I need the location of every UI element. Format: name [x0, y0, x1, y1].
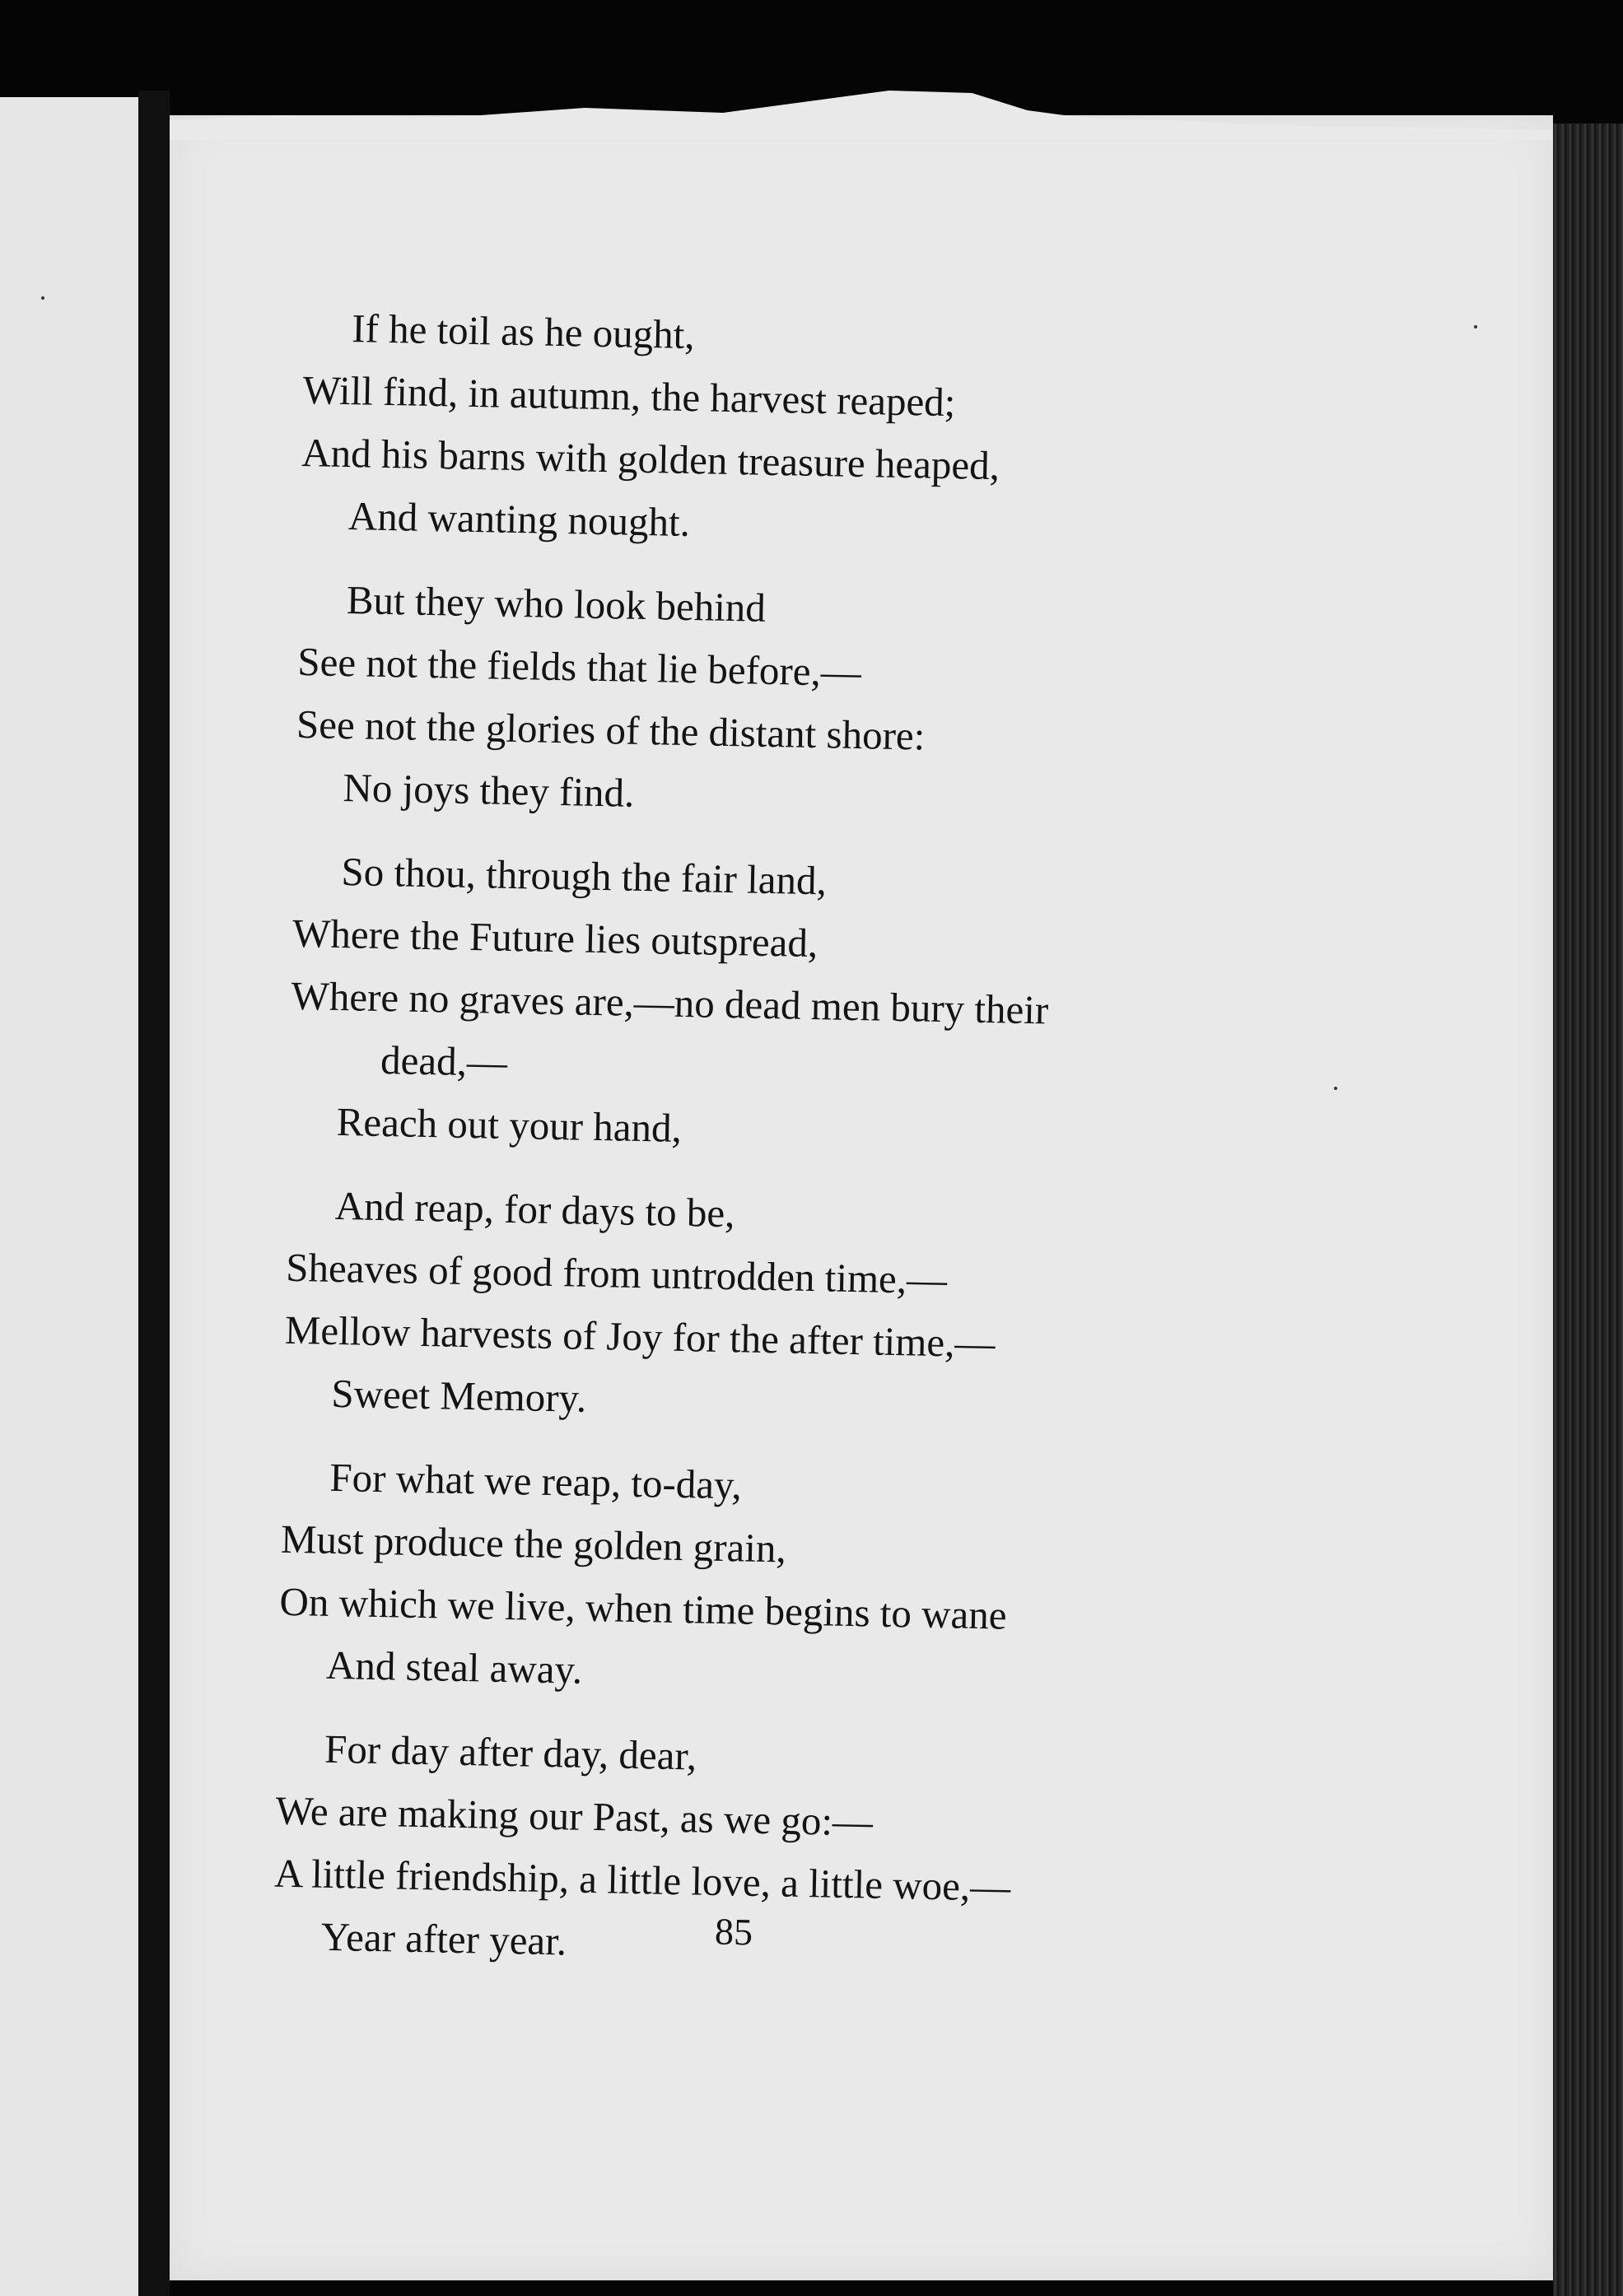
- poem-line: dead,—: [380, 1036, 508, 1085]
- stanza: [277, 1446, 1229, 1714]
- poem-line: Will find, in autumn, the harvest reaped;: [302, 366, 956, 426]
- paper-speck: [41, 296, 44, 300]
- poem-line: And reap, for days to be,: [334, 1182, 736, 1236]
- poem-line: But they who look behind: [346, 577, 767, 631]
- poem-line: Sheaves of good from untrodden time,—: [285, 1244, 948, 1303]
- poem-line: And steal away.: [325, 1642, 583, 1693]
- page-number: 85: [714, 1910, 753, 1954]
- book-gutter: [138, 91, 170, 2296]
- poem-line: And his barns with golden treasure heaped,: [301, 429, 1000, 489]
- poem-line: So thou, through the fair land,: [341, 848, 828, 904]
- poem-line: Mellow harvests of Joy for the after time,—: [284, 1306, 996, 1367]
- paper-speck: [1474, 325, 1477, 328]
- poem-line: We are making our Past, as we go:—: [275, 1787, 874, 1845]
- stanza: [295, 568, 1247, 836]
- poem-line: See not the glories of the distant shore:: [296, 701, 926, 759]
- paper-speck: [1334, 1087, 1337, 1090]
- stanza: [300, 296, 1252, 565]
- page-block-edge: [1553, 123, 1623, 2296]
- poem-line: No joys they find.: [343, 765, 635, 816]
- poem-line: Where no graves are,—no dead men bury their: [291, 972, 1049, 1033]
- poem-line: For day after day, dear,: [324, 1725, 697, 1779]
- poem-line: Reach out your hand,: [336, 1098, 683, 1151]
- poem-line: Sweet Memory.: [330, 1370, 587, 1421]
- poem-line: See not the fields that lie before,—: [296, 638, 862, 696]
- poem-line: Where the Future lies outspread,: [291, 910, 818, 966]
- left-facing-page: [0, 97, 138, 2296]
- poem-line: For what we reap, to-day,: [329, 1454, 743, 1508]
- poem-line: And wanting nought.: [347, 493, 691, 546]
- poem-text: [273, 296, 1252, 2007]
- poem-line: Year after year.: [320, 1913, 567, 1964]
- poem-line: On which we live, when time begins to wane: [279, 1578, 1008, 1638]
- poem-line: A little friendship, a little love, a little woe,—: [273, 1850, 1011, 1910]
- stanza: [288, 840, 1241, 1171]
- poem-line: If he toil as he ought,: [351, 305, 696, 358]
- stanza: [283, 1174, 1235, 1442]
- poem-line: Must produce the golden grain,: [280, 1516, 787, 1572]
